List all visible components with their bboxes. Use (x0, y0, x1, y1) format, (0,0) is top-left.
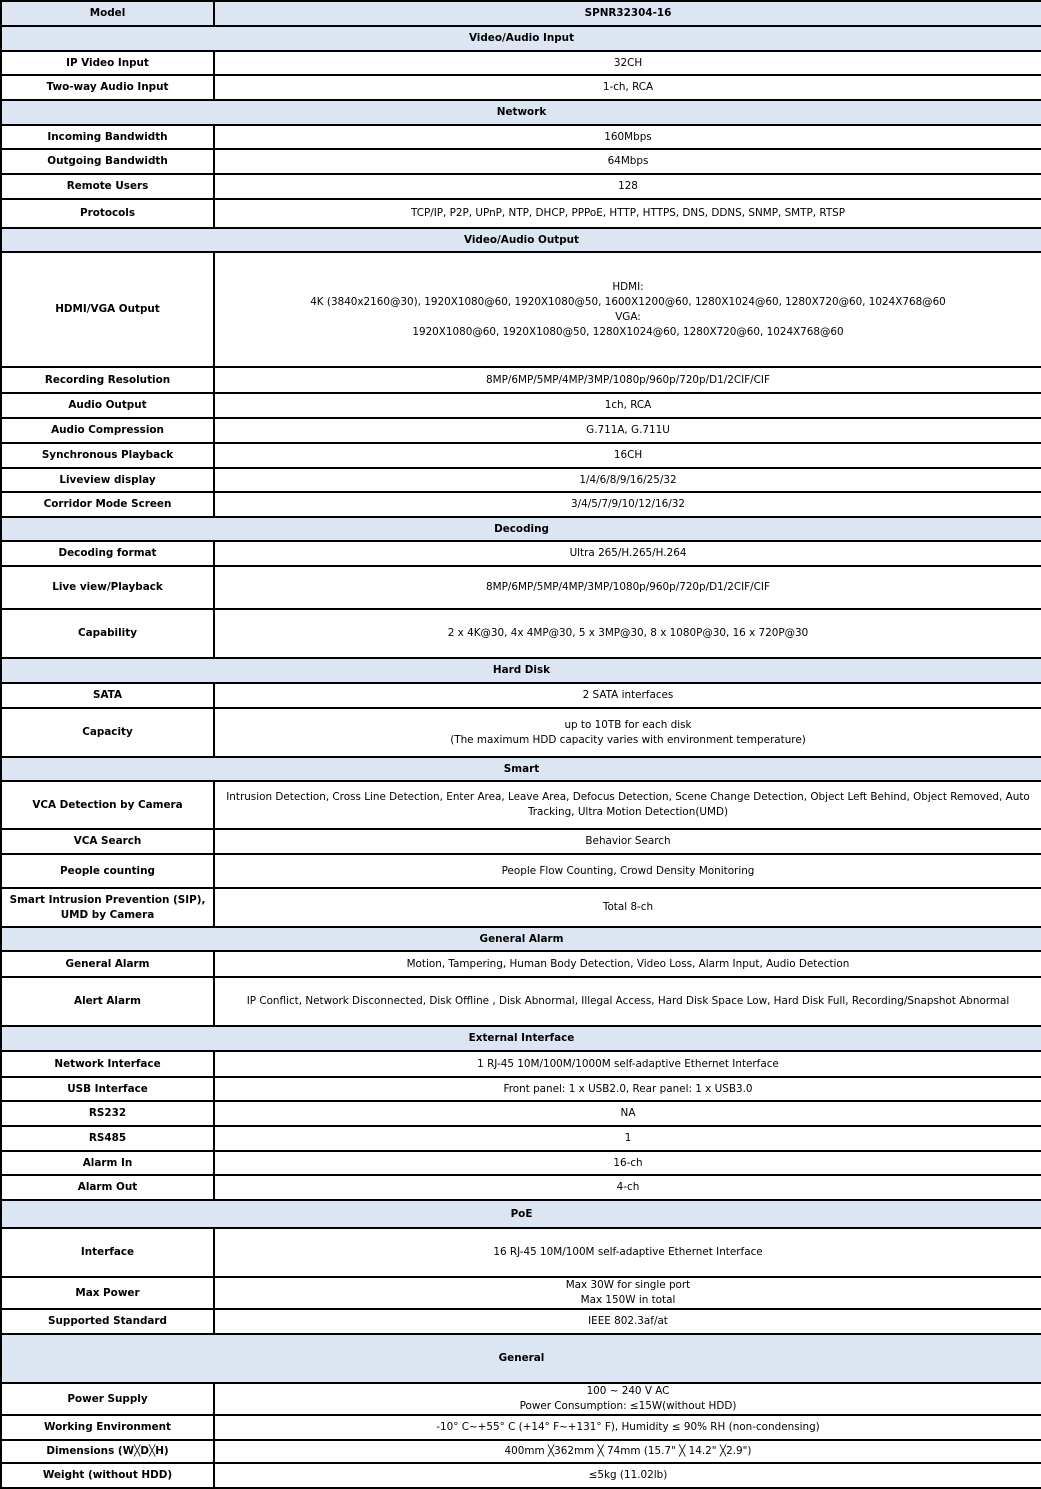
spec-label: Alarm Out (1, 1175, 214, 1200)
spec-row (1, 854, 1041, 888)
spec-label: RS485 (1, 1126, 214, 1151)
spec-row (1, 977, 1041, 1026)
spec-label: Liveview display (1, 468, 214, 492)
spec-value-line: IEEE 802.3af/at (588, 1315, 668, 1327)
spec-row (1, 393, 1041, 418)
spec-value (214, 1077, 1041, 1101)
spec-value (214, 367, 1041, 393)
spec-value (214, 174, 1041, 199)
section-title: General (1, 1334, 1041, 1383)
spec-label: Alert Alarm (1, 977, 214, 1026)
spec-value-line: Motion, Tampering, Human Body Detection, Video Loss, Alarm Input, Audio Detection (406, 957, 850, 970)
section-title: General Alarm (1, 927, 1041, 951)
section-header-row (1, 26, 1041, 51)
section-header-row (1, 658, 1041, 683)
spec-value-line: Total 8-ch (602, 901, 654, 913)
spec-label: Max Power (1, 1277, 214, 1309)
section-title: Hard Disk (1, 658, 1041, 683)
table-header-row (1, 1, 1041, 26)
spec-value (214, 1175, 1041, 1200)
spec-label: Live view/Playback (1, 566, 214, 609)
spec-value (214, 1051, 1041, 1077)
spec-row (1, 1175, 1041, 1200)
spec-value-line: G.711A, G.711U (586, 424, 670, 436)
spec-value (214, 1309, 1041, 1334)
spec-label: Decoding format (1, 541, 214, 566)
spec-label: Two-way Audio Input (1, 75, 214, 100)
spec-row (1, 541, 1041, 566)
spec-label: Outgoing Bandwidth (1, 149, 214, 174)
spec-label: USB Interface (1, 1077, 214, 1101)
spec-label: IP Video Input (1, 51, 214, 75)
section-title: Decoding (1, 517, 1041, 541)
section-header-row (1, 1334, 1041, 1383)
spec-row (1, 51, 1041, 75)
spec-row (1, 683, 1041, 708)
spec-value (214, 75, 1041, 100)
spec-value-line: 16-ch (613, 1156, 643, 1169)
spec-value-line: Ultra 265/H.265/H.264 (569, 547, 687, 559)
section-header-row (1, 1200, 1041, 1228)
spec-value (214, 468, 1041, 492)
model-value: SPNR32304-16 (214, 1, 1041, 26)
spec-value (214, 951, 1041, 977)
spec-value (214, 566, 1041, 609)
spec-value (214, 888, 1041, 927)
spec-value (214, 1126, 1041, 1151)
section-header-row (1, 228, 1041, 252)
spec-label: Weight (without HDD) (1, 1463, 214, 1488)
spec-value (214, 1415, 1041, 1440)
spec-row (1, 1126, 1041, 1151)
spec-value-line: 64Mbps (607, 155, 649, 167)
spec-value-line: ≤5kg (11.02lb) (588, 1469, 668, 1481)
spec-label: VCA Detection by Camera (1, 781, 214, 829)
spec-row (1, 951, 1041, 977)
model-label: Model (1, 1, 214, 26)
spec-value (214, 1151, 1041, 1175)
spec-label: RS232 (1, 1101, 214, 1126)
spec-value-line: -10° C~+55° C (+14° F~+131° F), Humidity ≤ 90% RH (non-condensing) (436, 1421, 820, 1433)
spec-row (1, 708, 1041, 757)
spec-row (1, 781, 1041, 829)
spec-value-line: 16 RJ-45 10M/100M self-adaptive Ethernet Interface (493, 1246, 763, 1258)
spec-label: General Alarm (1, 951, 214, 977)
section-header-row (1, 517, 1041, 541)
section-title: Video/Audio Output (1, 228, 1041, 252)
spec-row (1, 418, 1041, 443)
section-title: Video/Audio Input (1, 26, 1041, 51)
spec-value-line: 1920X1080@60, 1920X1080@50, 1280X1024@60, 1280X720@60, 1024X768@60 (412, 325, 844, 338)
spec-label: Synchronous Playback (1, 443, 214, 468)
section-title: Smart (1, 757, 1041, 781)
spec-label: Capability (1, 609, 214, 658)
spec-row (1, 1151, 1041, 1175)
spec-value-line: 1 (624, 1132, 632, 1144)
spec-row (1, 1383, 1041, 1415)
spec-value (214, 829, 1041, 854)
spec-row (1, 609, 1041, 658)
spec-value-line: Intrusion Detection, Cross Line Detection, Enter Area, Leave Area, Defocus Detection, Scene Change Detection, Object Left Behind, Object Removed, Auto Tracking, Ultra Motion Detection(UMD) (226, 791, 1030, 818)
spec-value-line: 16CH (613, 449, 643, 461)
spec-label: Working Environment (1, 1415, 214, 1440)
spec-label: Capacity (1, 708, 214, 757)
spec-value-line: 8MP/6MP/5MP/4MP/3MP/1080p/960p/720p/D1/2CIF/CIF (486, 581, 770, 593)
spec-label: SATA (1, 683, 214, 708)
spec-row (1, 1101, 1041, 1126)
spec-value (214, 1463, 1041, 1488)
spec-value (214, 149, 1041, 174)
spec-value-line: 4K (3840x2160@30), 1920X1080@60, 1920X1080@50, 1600X1200@60, 1280X1024@60, 1280X720@60, 1024X768@60 (310, 295, 946, 308)
spec-label: Audio Output (1, 393, 214, 418)
spec-label: HDMI/VGA Output (1, 252, 214, 367)
spec-value-line: up to 10TB for each disk (564, 718, 692, 731)
section-header-row (1, 927, 1041, 951)
spec-label: Corridor Mode Screen (1, 492, 214, 517)
spec-row (1, 888, 1041, 927)
spec-value-line: 1/4/6/8/9/16/25/32 (579, 473, 677, 486)
spec-value-line: (The maximum HDD capacity varies with environment temperature) (450, 733, 806, 746)
spec-value-line: 4-ch (616, 1181, 640, 1193)
spec-row (1, 1051, 1041, 1077)
spec-value (214, 683, 1041, 708)
spec-value (214, 393, 1041, 418)
spec-label: Alarm In (1, 1151, 214, 1175)
spec-label: Smart Intrusion Prevention (SIP), UMD by Camera (1, 888, 214, 927)
spec-label: Dimensions (W╳D╳H) (1, 1440, 214, 1463)
spec-value (214, 781, 1041, 829)
spec-row (1, 1228, 1041, 1277)
spec-value (214, 708, 1041, 757)
spec-value-line: Front panel: 1 x USB2.0, Rear panel: 1 x USB3.0 (503, 1082, 753, 1095)
spec-row (1, 367, 1041, 393)
spec-value-line: TCP/IP, P2P, UPnP, NTP, DHCP, PPPoE, HTTP, HTTPS, DNS, DDNS, SNMP, SMTP, RTSP (410, 207, 846, 219)
spec-value-line: Behavior Search (585, 835, 671, 847)
spec-row (1, 199, 1041, 228)
spec-value-line: NA (620, 1107, 636, 1119)
spec-value (214, 492, 1041, 517)
spec-row (1, 1440, 1041, 1463)
spec-row (1, 252, 1041, 367)
spec-label: People counting (1, 854, 214, 888)
spec-label: Power Supply (1, 1383, 214, 1415)
spec-value-line: IP Conflict, Network Disconnected, Disk Offline , Disk Abnormal, Illegal Access, Hard Disk Space Low, Hard Disk Full, Recording/Snapshot Abnormal (246, 995, 1010, 1007)
spec-value (214, 854, 1041, 888)
spec-value (214, 51, 1041, 75)
section-header-row (1, 757, 1041, 781)
spec-value-line: Max 30W for single port (565, 1279, 691, 1291)
spec-row (1, 1077, 1041, 1101)
spec-label: Remote Users (1, 174, 214, 199)
spec-label: Recording Resolution (1, 367, 214, 393)
spec-value-line: 100 ~ 240 V AC (586, 1385, 670, 1397)
spec-row (1, 1277, 1041, 1309)
spec-value-line: Power Consumption: ≤15W(without HDD) (519, 1400, 737, 1412)
spec-value-line: Max 150W in total (580, 1294, 676, 1306)
spec-value-line: 1ch, RCA (604, 399, 652, 411)
spec-value (214, 1277, 1041, 1309)
spec-value-line: 2 SATA interfaces (582, 689, 674, 701)
spec-value (214, 1101, 1041, 1126)
spec-label: VCA Search (1, 829, 214, 854)
spec-value-line: 32CH (613, 56, 643, 69)
section-title: External Interface (1, 1026, 1041, 1051)
spec-row (1, 443, 1041, 468)
spec-row (1, 1415, 1041, 1440)
spec-row (1, 125, 1041, 149)
spec-value-line: 8MP/6MP/5MP/4MP/3MP/1080p/960p/720p/D1/2CIF/CIF (486, 373, 770, 386)
spec-row (1, 492, 1041, 517)
spec-label: Network Interface (1, 1051, 214, 1077)
spec-row (1, 75, 1041, 100)
spec-label: Audio Compression (1, 418, 214, 443)
spec-label: Interface (1, 1228, 214, 1277)
spec-value (214, 418, 1041, 443)
spec-row (1, 468, 1041, 492)
spec-label: Incoming Bandwidth (1, 125, 214, 149)
spec-label: Protocols (1, 199, 214, 228)
spec-value (214, 541, 1041, 566)
spec-value-line: VGA: (615, 310, 641, 323)
section-header-row (1, 100, 1041, 125)
spec-value-line: People Flow Counting, Crowd Density Monitoring (501, 864, 755, 877)
spec-value (214, 1228, 1041, 1277)
spec-row (1, 1309, 1041, 1334)
spec-row (1, 566, 1041, 609)
section-title: Network (1, 100, 1041, 125)
spec-row (1, 1463, 1041, 1488)
spec-value-line: 1-ch, RCA (602, 81, 654, 93)
spec-row (1, 149, 1041, 174)
spec-label: Supported Standard (1, 1309, 214, 1334)
spec-value (214, 1383, 1041, 1415)
section-header-row (1, 1026, 1041, 1051)
spec-value-line: 160Mbps (604, 130, 652, 143)
spec-value (214, 977, 1041, 1026)
section-title: PoE (1, 1200, 1041, 1228)
spec-value (214, 252, 1041, 367)
spec-value-line: 1 RJ-45 10M/100M/1000M self-adaptive Ethernet Interface (477, 1057, 779, 1070)
spec-value (214, 609, 1041, 658)
spec-value-line: 128 (618, 180, 638, 192)
spec-value-line: 2 x 4K@30, 4x 4MP@30, 5 x 3MP@30, 8 x 1080P@30, 16 x 720P@30 (447, 627, 809, 639)
spec-value-line: 3/4/5/7/9/10/12/16/32 (571, 498, 685, 510)
spec-value (214, 443, 1041, 468)
spec-value (214, 125, 1041, 149)
spec-row (1, 829, 1041, 854)
spec-row (1, 174, 1041, 199)
spec-value-line: HDMI: (612, 280, 644, 293)
spec-value (214, 1440, 1041, 1463)
spec-value (214, 199, 1041, 228)
spec-value-line: 400mm ╳362mm ╳ 74mm (15.7" ╳ 14.2" ╳2.9") (504, 1445, 752, 1457)
